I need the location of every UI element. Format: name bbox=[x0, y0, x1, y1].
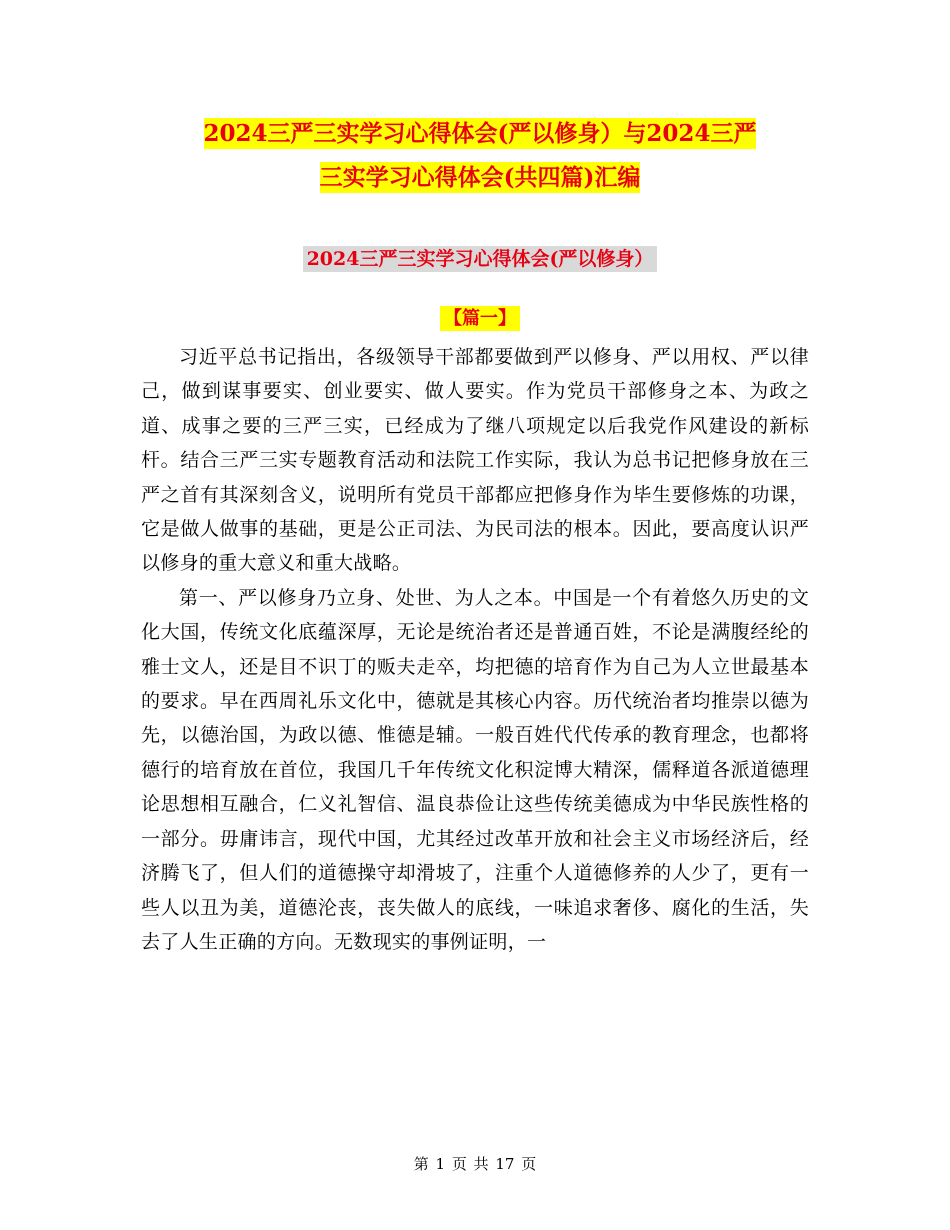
section-heading bbox=[140, 244, 820, 274]
title-line-1: 2024三严三实学习心得体会(严以修身）与2024三严 bbox=[203, 120, 757, 147]
page-footer: 第 1 页 共 17 页 bbox=[413, 1155, 537, 1173]
document-title bbox=[140, 112, 820, 200]
title-line-2: 三实学习心得体会(共四篇)汇编 bbox=[319, 164, 641, 191]
part-label-text: 【篇一】 bbox=[440, 306, 520, 331]
part-label bbox=[140, 304, 820, 334]
section-heading-text: 2024三严三实学习心得体会(严以修身） bbox=[303, 246, 658, 272]
paragraph-2: 第一、严以修身乃立身、处世、为人之本。中国是一个有着悠久历史的文化大国，传统文化底蕴深厚，无论是统治者还是普通百姓，不论是满腹经纶的雅士文人，还是目不识丁的贩夫走卒，均把德的培育作为自己为人立世最基本的要求。早在西周礼乐文化中，德就是其核心内容。历代统治者均推崇以德为先，以德治国，为政以德、惟德是辅。一般百姓代代传承的教育理念，也都将德行的培育放在首位，我国几千年传统文化积淀博大精深，儒释道各派道德理论思想相互融合，仁义礼智信、温良恭俭让这些传统美德成为中华民族性格的一部分。毋庸讳言，现代中国，尤其经过改革开放和社会主义市场经济后，经济腾飞了，但人们的道德操守却滑坡了，注重个人道德修养的人少了，更有一些人以丑为美，道德沦丧，丧失做人的底线，一味追求奢侈、腐化的生活，失去了人生正确的方向。无数现实的事例证明，一 bbox=[141, 586, 809, 953]
paragraph-1: 习近平总书记指出，各级领导干部都要做到严以修身、严以用权、严以律己，做到谋事要实、创业要实、做人要实。作为党员干部修身之本、为政之道、成事之要的三严三实，已经成为了继八项规定以后我党作风建设的新标杆。结合三严三实专题教育活动和法院工作实际，我认为总书记把修身放在三严之首有其深刻含义，说明所有党员干部都应把修身作为毕生要修炼的功课，它是做人做事的基础，更是公正司法、为民司法的根本。因此，要高度认识严以修身的重大意义和重大战略。 bbox=[141, 346, 809, 575]
body-text bbox=[141, 340, 809, 959]
